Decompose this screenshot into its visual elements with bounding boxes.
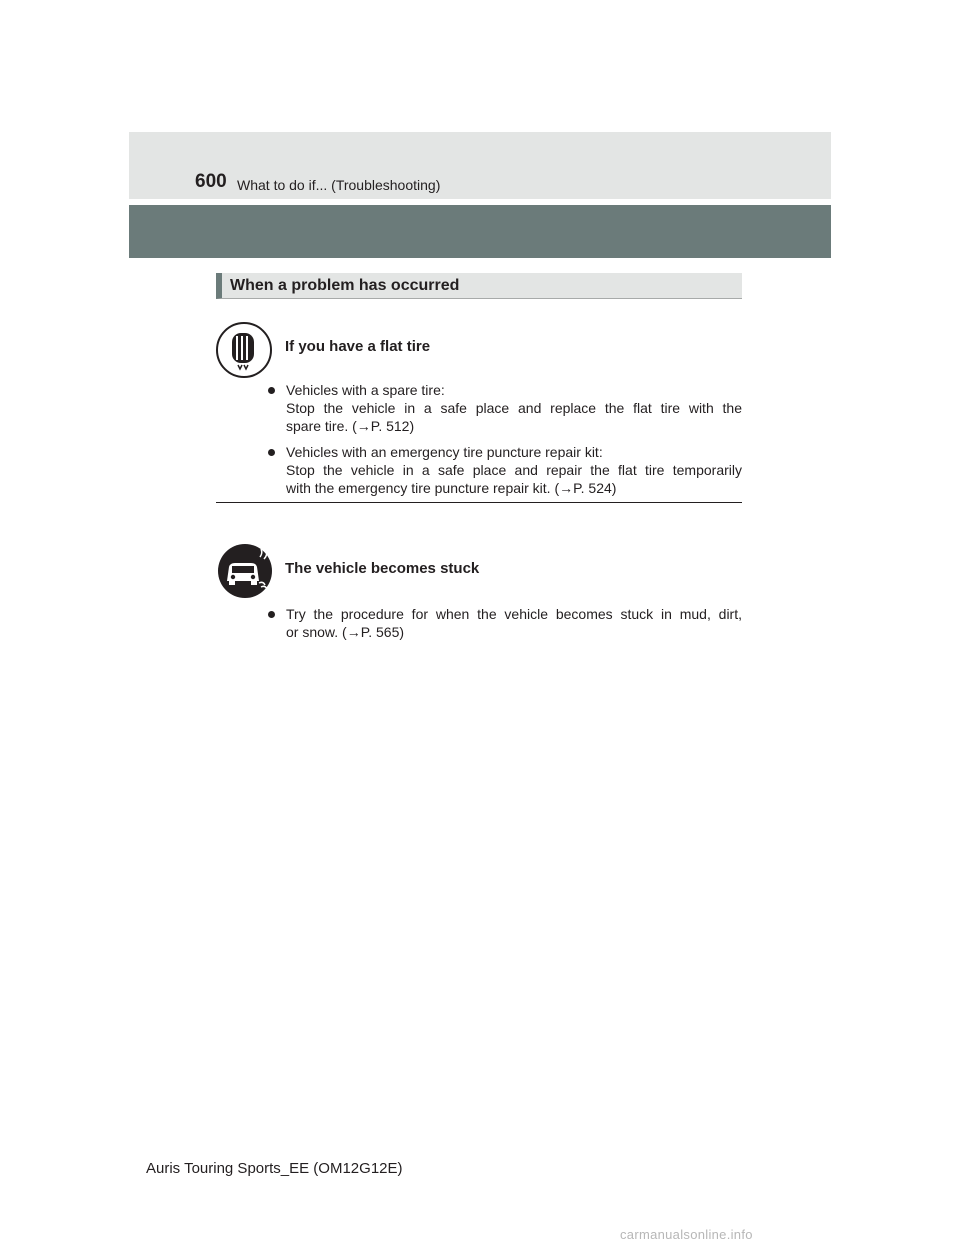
list-item-line: Stop the vehicle in a safe place and replace the flat tire with the [286, 400, 742, 416]
list-item-line: spare tire. (→P. 512) [286, 418, 415, 434]
page-number: 600 [195, 171, 227, 192]
list-item-line: Vehicles with a spare tire: [286, 382, 445, 398]
item-title-stuck: The vehicle becomes stuck [285, 560, 480, 577]
chapter-band [129, 205, 831, 258]
watermark[interactable]: carmanualsonline.info [620, 1227, 753, 1242]
flat-tire-icon [216, 322, 272, 378]
list-item [268, 381, 742, 435]
bullet-dot [268, 611, 275, 618]
list-item-line: Try the procedure for when the vehicle becomes stuck in mud, dirt, [286, 606, 742, 622]
section-heading [216, 273, 742, 299]
stuck-vehicle-icon [217, 543, 273, 599]
list-item-line: or snow. (→P. 565) [286, 624, 405, 640]
list-item [268, 605, 742, 641]
list-item-line: with the emergency tire puncture repair kit. (→P. 524) [286, 480, 617, 496]
list-item-line: Vehicles with an emergency tire puncture repair kit: [286, 444, 603, 460]
bullet-dot [268, 387, 275, 394]
bullet-dot [268, 449, 275, 456]
footer-model: Auris Touring Sports_EE (OM12G12E) [146, 1160, 403, 1177]
header-title: What to do if... (Troubleshooting) [237, 177, 441, 193]
header-band [129, 132, 831, 199]
section-heading-text: When a problem has occurred [230, 277, 460, 294]
item-title-flat-tire: If you have a flat tire [285, 338, 431, 355]
list-item-line: Stop the vehicle in a safe place and repair the flat tire temporarily [286, 462, 742, 478]
section-divider [216, 502, 742, 503]
list-item [268, 443, 742, 497]
